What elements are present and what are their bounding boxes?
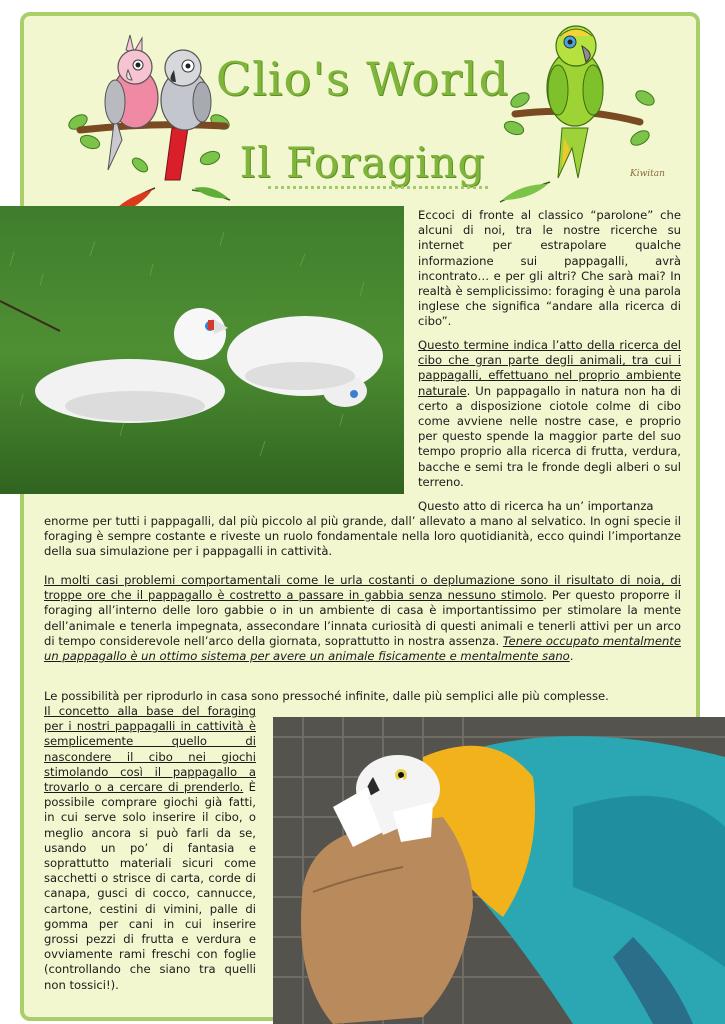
corellas-photo	[0, 206, 404, 494]
macaw-photo	[273, 717, 725, 1024]
paragraph-importance	[44, 514, 681, 560]
concept-underlined: Il concetto alla base del foraging per i nostri pappagalli in cattività è semplicemente quello di nascondere il cibo nei giochi stimolando così il pappagallo a trovarlo o a cercare di prenderlo.	[44, 704, 256, 795]
paragraph-behaviour	[44, 573, 681, 664]
branch	[80, 125, 225, 130]
behaviour-middle: . Per questo proporre il foraging all’interno delle loro gabbie o in un ambiente di casa è importantissimo per stimolare la mente dell’animale e tenerla impegnata, assecondare l’innata curiosità di questi animali e tenerli attivi per un arco di tempo considerevole nell’arco della giornata, soprattutto in nostra assenza.	[44, 588, 681, 648]
behaviour-body	[44, 573, 681, 664]
behaviour-underlined: In molti casi problemi comportamentali come le urla costanti o deplumazione sono il risultato di noia, di troppe ore che il pappagallo è costretto a passare in gabbia senza nessuno stimolo	[44, 573, 681, 603]
artist-signature: Kiwitan	[630, 169, 665, 179]
green-feather-icon	[192, 187, 230, 200]
importance-text: enorme per tutti i pappagalli, dal più piccolo al più grande, dall’ allevato a mano al selvatico. In ogni specie il foraging è sempre costante e riveste un ruolo fondamentale nella loro quotidianità, ecco quindi l’importanze della sua simulazione per i pappagalli in cattività.	[44, 514, 681, 559]
page-title: Clio's World	[215, 52, 510, 106]
concept-body	[44, 704, 256, 993]
dotted-divider	[268, 186, 488, 191]
definition-rest: . Un pappagallo in natura non ha di certo a disposizione ciotole colme di cibo come avviene nelle nostre case, e proprio per questo spende la maggior parte del suo tempo proprio alla ricerca di frutta, verdura, bacche e semi tra le fronde degli alberi o sul terreno.	[418, 383, 681, 489]
page-subtitle: Il Foraging	[239, 138, 486, 187]
importance-start-text: Questo atto di ricerca ha un’ importanza	[418, 499, 654, 513]
concept-rest: È possibile comprare giochi già fatti, in cui serve solo inserire il cibo, o meglio ancora si può farli da se, usando un po’ di fantasia e soprattutto materiali sicuri come sacchetti o strisce di carta, corde di canapa, gusci di cocco, cannucce, cartone, cestini di vimini, palle di gomma per cani in cui inserire grossi pezzi di frutta e verdura e ovviamente rami freschi con foglie (controllando che siano tra quelli non tossici!).	[44, 780, 256, 992]
paragraph-intro	[418, 208, 681, 330]
paragraph-definition	[418, 338, 681, 490]
possibilities-text: Le possibilità per riprodurlo in casa sono pressoché infinite, dalle più semplici alle più complesse.	[44, 689, 609, 703]
behaviour-end: .	[569, 649, 574, 664]
paragraph-possibilities	[44, 689, 681, 704]
definition-underlined: Questo termine indica l’atto della ricerca del cibo che gran parte degli animali, tra cui i pappagalli, effettuano nel proprio ambiente naturale	[418, 338, 681, 398]
behaviour-underlined-2: Tenere occupato mentalmente un pappagallo è un ottimo sistema per avere un animale fisicamente e mentalmente sano	[44, 633, 681, 664]
paragraph-definition-body	[418, 338, 681, 490]
paragraph-concept	[44, 704, 256, 993]
paragraph-importance-start	[418, 499, 681, 514]
paragraph-intro-text: Eccoci di fronte al classico “parolone” che alcuni di noi, tra le nostre ricerche su internet per estrapolare qualche informazione sui pappagalli, avrà incontrato… e per gli altri? Che sarà mai? In realtà è semplicissimo: foraging è una parola inglese che significa “andare alla ricerca di cibo”.	[418, 208, 681, 329]
